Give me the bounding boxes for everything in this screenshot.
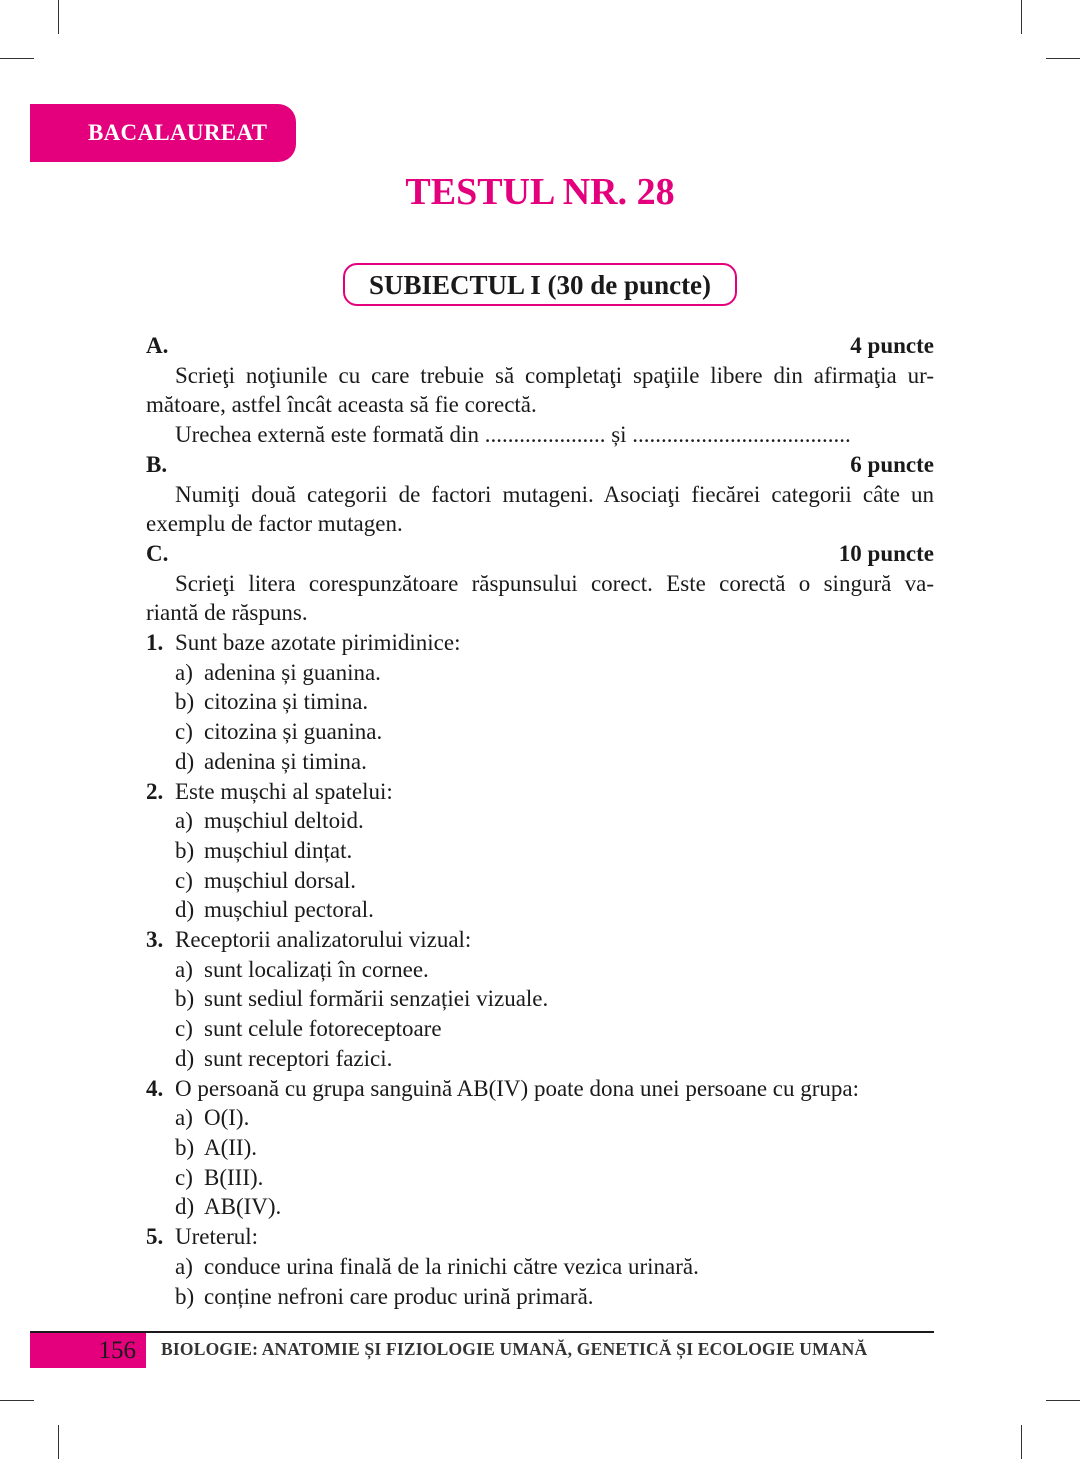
answer-option: [146, 866, 934, 896]
option-text: mușchiul dințat.: [204, 837, 353, 863]
section-points: 6 puncte: [850, 451, 934, 477]
question-text: Este mușchi al spatelui:: [175, 778, 393, 804]
option-letter: b): [175, 837, 195, 863]
crop-mark: [1046, 58, 1080, 59]
crop-mark: [58, 1425, 59, 1459]
option-text: sunt sediul formării senzației vizuale.: [204, 986, 549, 1012]
answer-option: [146, 1252, 934, 1282]
answer-option: [146, 1192, 934, 1222]
option-text: mușchiul pectoral.: [204, 897, 374, 923]
page-number: 156: [30, 1333, 146, 1368]
option-text: mușchiul dorsal.: [204, 867, 357, 893]
option-text: adenina și timina.: [204, 748, 367, 774]
option-letter: c): [175, 867, 193, 893]
section-a-header: [146, 331, 934, 361]
option-text: sunt receptori fazici.: [204, 1045, 393, 1071]
option-text: citozina și guanina.: [204, 719, 383, 745]
question-number: 5.: [146, 1224, 164, 1250]
option-letter: b): [175, 1134, 195, 1160]
option-letter: d): [175, 748, 195, 774]
section-letter: C.: [146, 540, 169, 566]
question-number: 4.: [146, 1075, 164, 1101]
answer-option: [146, 1044, 934, 1074]
option-letter: b): [175, 689, 195, 715]
section-c-instruction: Scrieţi litera corespunzătoare răspunsului corect. Este corectă o singură va-: [175, 570, 934, 596]
test-content: [146, 331, 934, 1311]
footer-divider: [30, 1331, 934, 1333]
question-number: 2.: [146, 778, 164, 804]
option-letter: d): [175, 897, 195, 923]
question-2: [146, 777, 934, 807]
question-5: [146, 1222, 934, 1252]
option-text: conține nefroni care produc urină primară.: [204, 1283, 594, 1309]
section-b-instruction: exemplu de factor mutagen.: [146, 511, 403, 537]
option-letter: d): [175, 1194, 195, 1220]
option-letter: a): [175, 659, 193, 685]
section-letter: A.: [146, 333, 169, 358]
option-text: B(III).: [204, 1164, 264, 1190]
option-letter: a): [175, 1253, 193, 1279]
section-b-header: [146, 450, 934, 480]
option-text: adenina și guanina.: [204, 659, 381, 685]
question-1: [146, 628, 934, 658]
crop-mark: [1046, 1400, 1080, 1401]
question-text: Sunt baze azotate pirimidinice:: [175, 630, 461, 656]
question-text: O persoană cu grupa sanguină AB(IV) poate dona unei persoane cu grupa:: [175, 1075, 860, 1101]
page-title: TESTUL NR. 28: [405, 171, 675, 213]
section-points: 10 puncte: [838, 540, 934, 566]
answer-option: [146, 1103, 934, 1133]
crop-mark: [58, 0, 59, 34]
section-a-instruction: mătoare, astfel încât aceasta să fie corectă.: [146, 392, 537, 418]
answer-option: [146, 1282, 934, 1312]
subject-heading: SUBIECTUL I (30 de puncte): [343, 263, 737, 306]
crop-mark: [1021, 1425, 1022, 1459]
option-letter: a): [175, 956, 193, 982]
option-letter: a): [175, 808, 193, 834]
crop-mark: [0, 1400, 34, 1401]
answer-option: [146, 955, 934, 985]
option-text: O(I).: [204, 1105, 250, 1131]
question-text: Receptorii analizatorului vizual:: [175, 927, 472, 953]
option-letter: a): [175, 1105, 193, 1131]
answer-option: [146, 836, 934, 866]
question-4: [146, 1074, 934, 1104]
option-text: A(II).: [204, 1134, 257, 1160]
section-b-instruction: Numiţi două categorii de factori mutageni. Asociaţi fiecărei categorii câte un: [175, 481, 934, 507]
book-title: BIOLOGIE: ANATOMIE ȘI FIZIOLOGIE UMANĂ, GENETICĂ ȘI ECOLOGIE UMANĂ: [161, 1339, 868, 1359]
answer-option: [146, 895, 934, 925]
answer-option: [146, 687, 934, 717]
crop-mark: [0, 58, 34, 59]
question-number: 3.: [146, 927, 164, 953]
option-letter: c): [175, 1016, 193, 1042]
option-text: sunt celule fotoreceptoare: [204, 1016, 442, 1042]
section-a-instruction: Scrieţi noţiunile cu care trebuie să completaţi spaţiile libere din afirmaţia ur-: [175, 362, 934, 388]
option-letter: c): [175, 719, 193, 745]
answer-option: [146, 747, 934, 777]
answer-option: [146, 1014, 934, 1044]
section-c-header: [146, 539, 934, 569]
answer-option: [146, 984, 934, 1014]
answer-option: [146, 1163, 934, 1193]
answer-option: [146, 806, 934, 836]
option-letter: c): [175, 1164, 193, 1190]
option-text: sunt localizați în cornee.: [204, 956, 429, 982]
answer-option: [146, 658, 934, 688]
section-points: 4 puncte: [850, 333, 934, 358]
option-letter: b): [175, 1283, 195, 1309]
bacalaureat-tag: BACALAUREAT: [30, 104, 296, 162]
section-c-instruction: riantă de răspuns.: [146, 600, 308, 626]
option-text: mușchiul deltoid.: [204, 808, 364, 834]
option-letter: b): [175, 986, 195, 1012]
answer-option: [146, 1133, 934, 1163]
option-text: citozina și timina.: [204, 689, 369, 715]
question-number: 1.: [146, 630, 164, 656]
question-text: Ureterul:: [175, 1224, 259, 1250]
section-letter: B.: [146, 451, 168, 477]
section-a-statement: Urechea externă este formată din ..................... și ......................................: [175, 422, 851, 448]
option-text: AB(IV).: [204, 1194, 282, 1220]
option-letter: d): [175, 1045, 195, 1071]
option-text: conduce urina finală de la rinichi către vezica urinară.: [204, 1253, 699, 1279]
answer-option: [146, 717, 934, 747]
crop-mark: [1021, 0, 1022, 34]
question-3: [146, 925, 934, 955]
